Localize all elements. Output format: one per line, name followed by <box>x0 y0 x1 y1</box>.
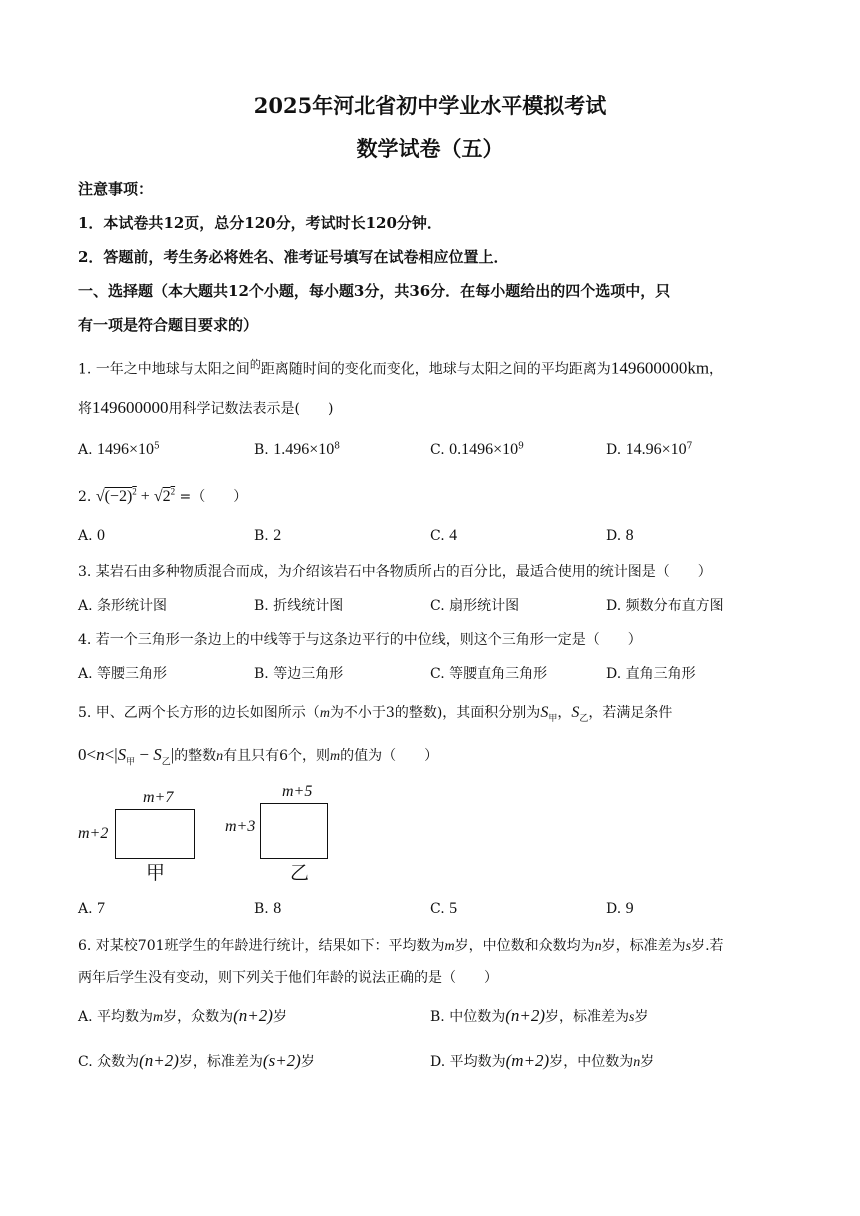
q5-option-b[interactable]: B. 8 <box>254 900 282 917</box>
notes-item-1: 1．本试卷共12页，总分120分，考试时长120分钟． <box>78 214 442 232</box>
question-2: 2. $√(-2)^2 + √2^2$ =（ ） <box>78 486 248 505</box>
q1-option-b[interactable]: B. $1.496\times 10^8$ <box>254 441 340 458</box>
section-heading-line1: 一、选择题（本大题共12个小题，每小题3分，共36分．在每小题给出的四个选项中，只 <box>78 282 671 300</box>
q1-option-a[interactable]: A. $1496\times 10^5$ <box>78 441 160 458</box>
rect-yi-side-label: m+3 <box>225 818 256 835</box>
question-1-line1: 1. 一年之中地球与太阳之间$^的$距离随时间的变化而变化，地球与太阳之间的平均距离为149600000km， <box>78 358 724 378</box>
notes-heading: 注意事项： <box>78 180 154 198</box>
sqrt-expression: $√(-2)^2 + √2^2$ <box>95 486 176 505</box>
exam-title: 2025年河北省初中学业水平模拟考试 <box>253 93 607 118</box>
q2-option-d[interactable]: D. 8 <box>606 527 634 544</box>
rect-jia-top-label: m+7 <box>143 789 174 806</box>
number-value: 149600000 <box>92 398 169 417</box>
q3-option-d[interactable]: D. 频数分布直方图 <box>606 598 724 614</box>
q3-option-b[interactable]: B. 折线统计图 <box>254 598 344 614</box>
rect-yi <box>260 803 328 859</box>
q6-option-c[interactable]: C. 众数为(n+2)岁，标准差为(s+2)岁 <box>78 1051 315 1070</box>
rect-yi-top-label: m+5 <box>282 783 313 800</box>
q5-option-a[interactable]: A. 7 <box>78 900 106 917</box>
q2-option-b[interactable]: B. 2 <box>254 527 282 544</box>
question-3: 3. 某岩石由多种物质混合而成，为介绍该岩石中各物质所占的百分比，最适合使用的统计图是（ ） <box>78 564 712 580</box>
rect-jia <box>115 809 195 859</box>
rect-jia-side-label: m+2 <box>78 825 109 842</box>
section-heading-line2: 有一项是符合题目要求的） <box>78 316 259 334</box>
exam-subtitle: 数学试卷（五） <box>356 136 504 161</box>
question-5-line1: 5. 甲、乙两个长方形的边长如图所示（m为不小于3的整数)，其面积分别为$S_甲$，$S_乙$，若满足条件 <box>78 704 673 724</box>
q4-option-c[interactable]: C. 等腰直角三角形 <box>430 666 548 682</box>
question-5-line2: $0<n<|S_甲 - S_乙|$的整数n有且只有6个，则m的值为（ ） <box>78 745 439 767</box>
rect-jia-name: 甲 <box>146 862 166 884</box>
question-6-line2: 两年后学生没有变动，则下列关于他们年龄的说法正确的是（ ） <box>78 970 498 986</box>
q5-option-d[interactable]: D. 9 <box>606 900 634 917</box>
q6-option-d[interactable]: D. 平均数为(m+2)岁，中位数为n岁 <box>430 1051 655 1070</box>
q3-option-a[interactable]: A. 条形统计图 <box>78 598 168 614</box>
q3-option-c[interactable]: C. 扇形统计图 <box>430 598 520 614</box>
q6-option-b[interactable]: B. 中位数为(n+2)岁，标准差为s岁 <box>430 1006 649 1025</box>
rect-yi-name: 乙 <box>290 862 310 884</box>
q6-option-a[interactable]: A. 平均数为m岁，众数为(n+2)岁 <box>78 1006 287 1025</box>
q1-option-d[interactable]: D. $14.96\times 10^7$ <box>606 441 693 458</box>
notes-item-2: 2．答题前，考生务必将姓名、准考证号填写在试卷相应位置上． <box>78 248 509 266</box>
q2-option-a[interactable]: A. 0 <box>78 527 106 544</box>
q4-option-b[interactable]: B. 等边三角形 <box>254 666 344 682</box>
q2-option-c[interactable]: C. 4 <box>430 527 458 544</box>
distance-value: 149600000km <box>610 358 710 378</box>
q1-option-c[interactable]: C. $0.1496\times 10^9$ <box>430 441 524 458</box>
question-1-line2: 将149600000用科学记数法表示是( ) <box>78 398 334 417</box>
q4-option-d[interactable]: D. 直角三角形 <box>606 666 696 682</box>
question-6-line1: 6. 对某校701班学生的年龄进行统计，结果如下：平均数为m岁，中位数和众数均为n岁，标准差为s岁.若 <box>78 938 724 954</box>
q5-option-c[interactable]: C. 5 <box>430 900 458 917</box>
question-4: 4. 若一个三角形一条边上的中线等于与这条边平行的中位线，则这个三角形一定是（ ） <box>78 632 642 648</box>
q4-option-a[interactable]: A. 等腰三角形 <box>78 666 168 682</box>
